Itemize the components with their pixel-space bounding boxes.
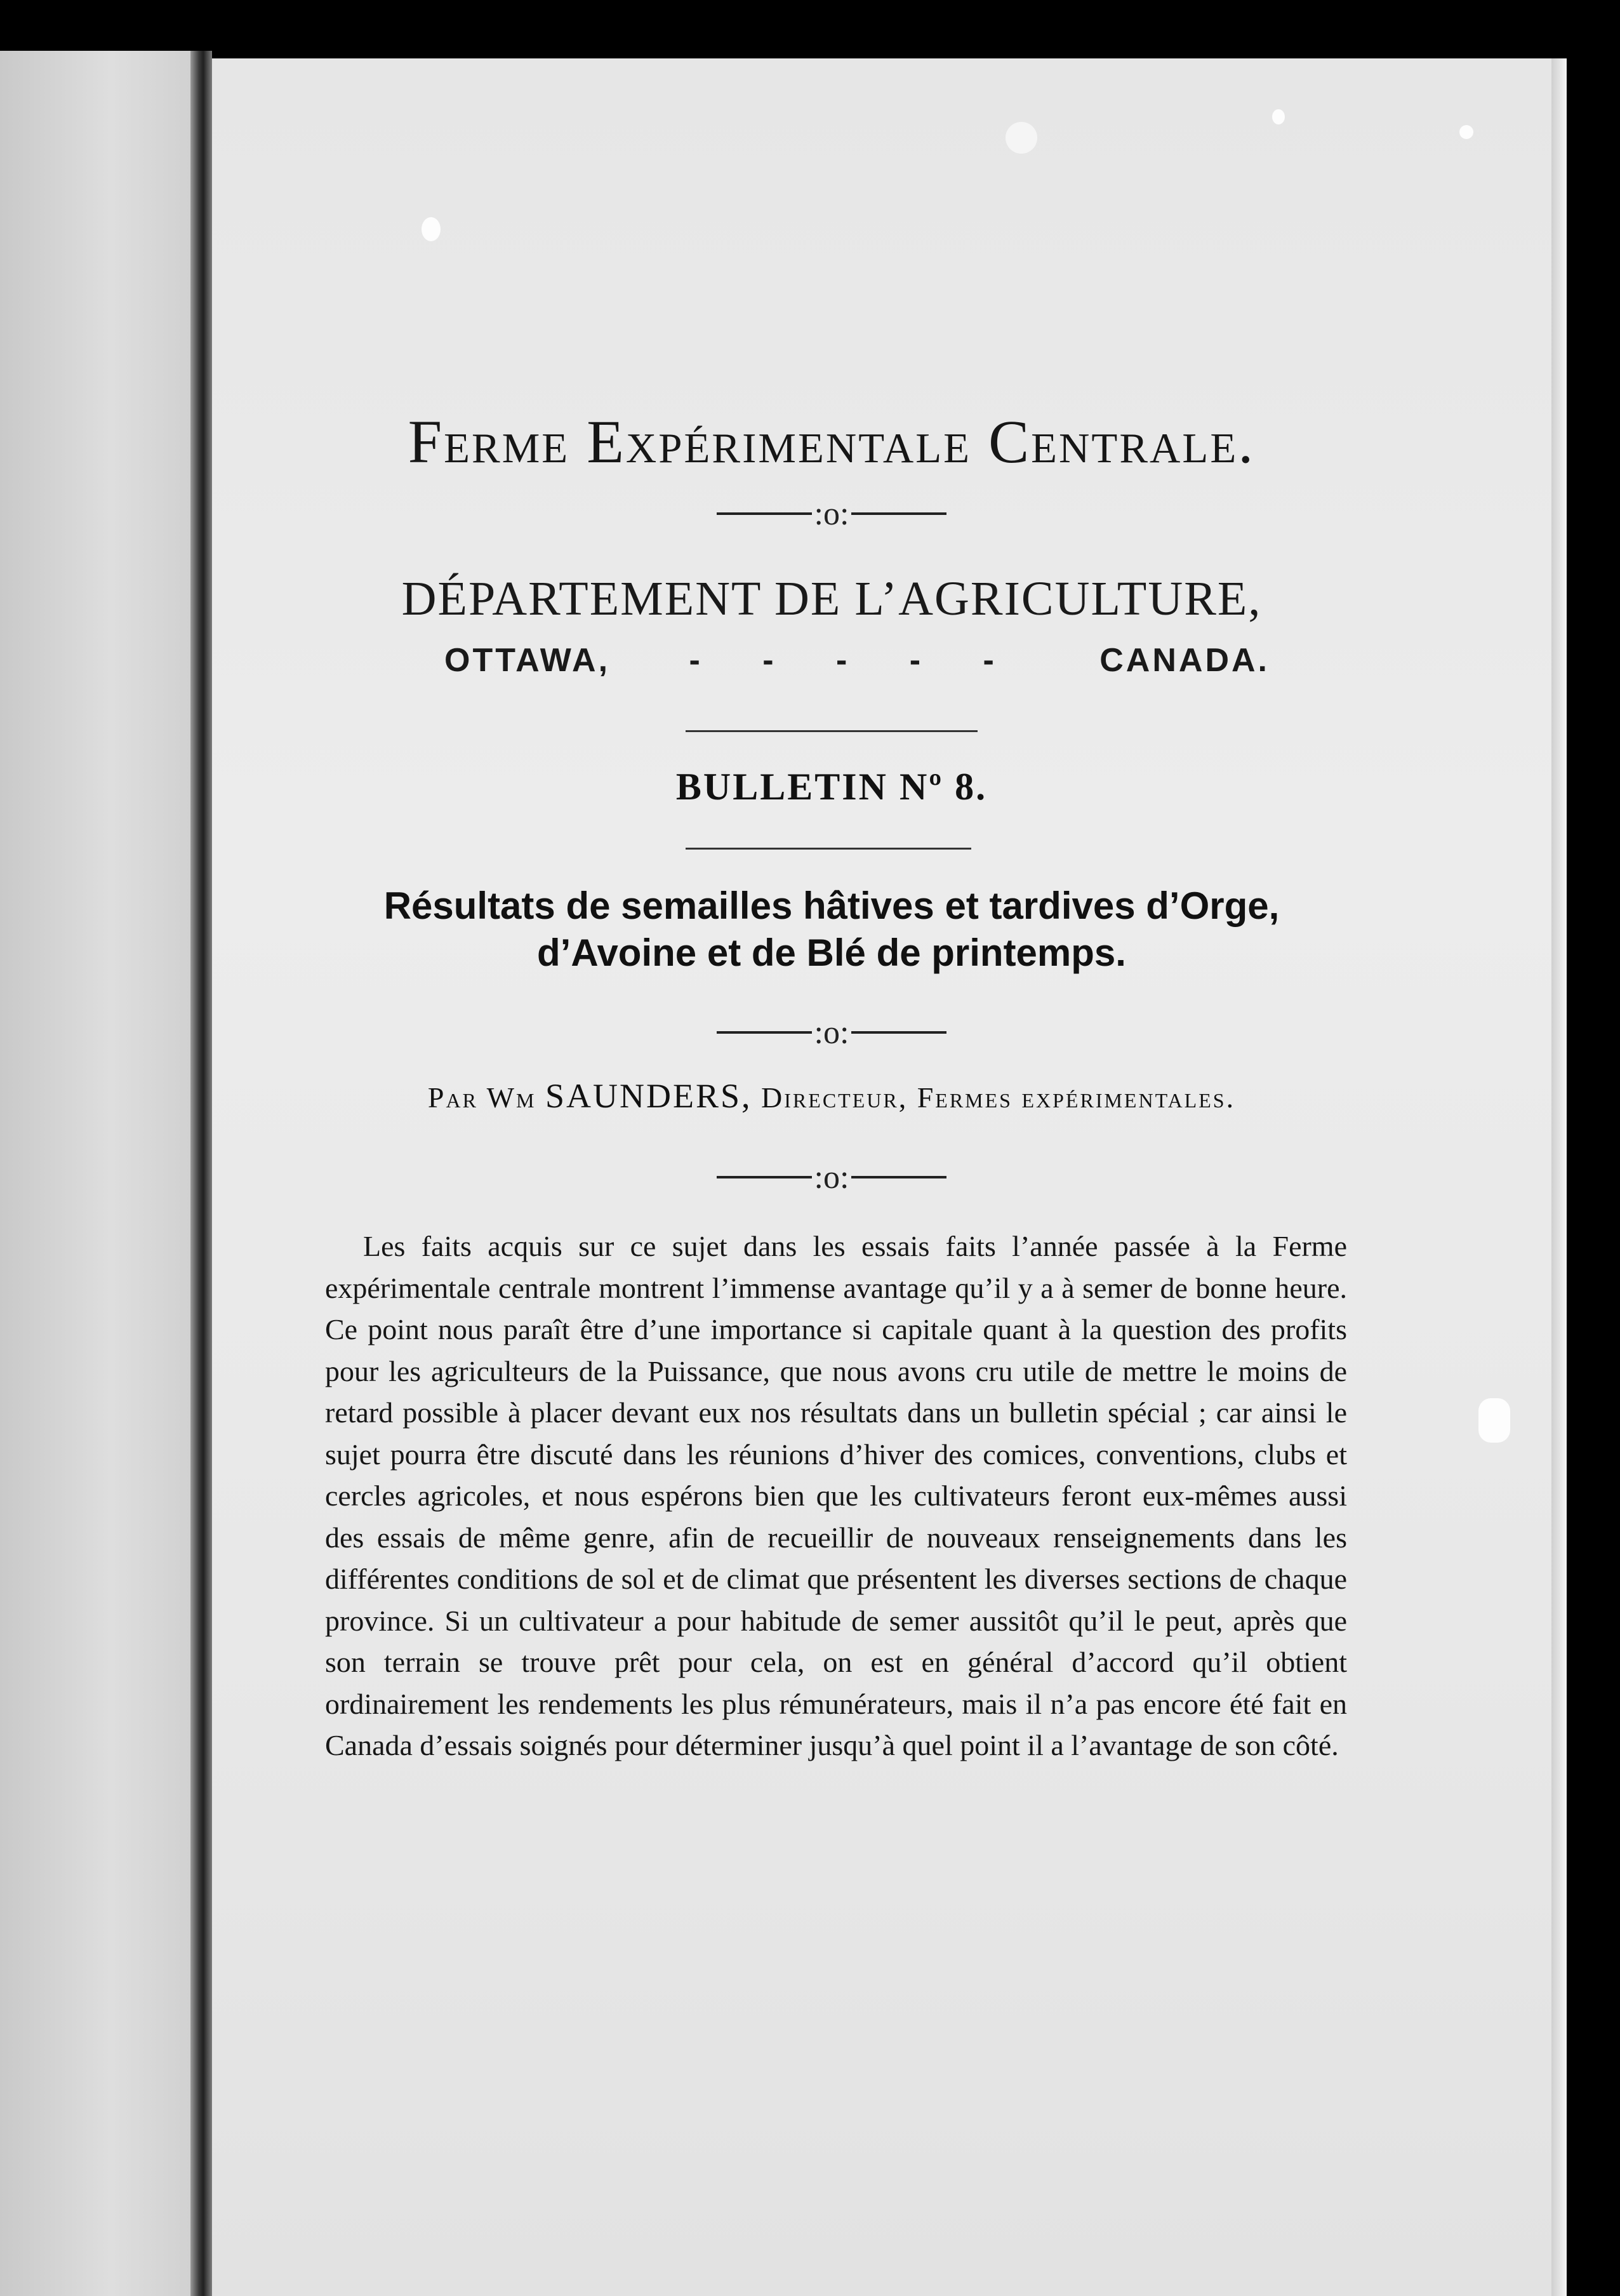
document-page	[212, 58, 1551, 2296]
bulletin-subject	[317, 883, 1346, 977]
separator-mark: :o:	[814, 495, 849, 532]
body-paragraph: Les faits acquis sur ce sujet dans les essais faits l’année passée à la Ferme expérimentale centrale montrent l’immense avantage qu’il y a à semer de bonne heure. Ce point nous paraît être d’une importance si capitale quant à la question des profits pour les agriculteurs de la Puissance, que nous avons cru utile de mettre le moins de retard possible à placer devant eux nos résultats dans un bulletin spécial ; car ainsi le sujet pourra être discuté dans les réunions d’hiver des comices, conventions, clubs et cercles agricoles, et nous espérons bien que les cultivateurs feront eux-mêmes aussi des essais de même genre, afin de recueillir de nouveaux renseignements dans les différentes conditions de sol et de climat que présentent les diverses sections de chaque province. Si un cultivateur a pour habitude de semer aussitôt qu’il le peut, après que son terrain se trouve prêt pour cela, on est en général d’accord qu’il obtient ordinairement les rendements les plus rémunérateurs, mais il n’a pas encore été fait en Canada d’essais soignés pour déterminer jusqu’à quel point il a l’avantage de son côté.	[325, 1230, 1347, 1761]
separator-mark: :o:	[814, 1159, 849, 1196]
dust-speck	[422, 217, 441, 241]
author-name: SAUNDERS,	[545, 1077, 752, 1115]
department-heading: DÉPARTEMENT DE L’AGRICULTURE,	[401, 572, 1262, 625]
page-edge	[1551, 58, 1567, 2296]
dust-speck	[1459, 125, 1473, 139]
separator-mark: :o:	[814, 1014, 849, 1051]
author-role: Directeur, Fermes expérimentales.	[761, 1081, 1236, 1114]
ornament-separator	[317, 1156, 1346, 1196]
book-gutter	[190, 51, 212, 2296]
ornament-separator	[317, 1011, 1346, 1051]
separator-line	[851, 1031, 946, 1034]
horizontal-rule	[686, 730, 978, 732]
separator-line	[717, 512, 812, 515]
location-line	[444, 641, 1270, 679]
dust-speck	[1272, 109, 1285, 124]
facing-page	[0, 51, 202, 2296]
dust-speck	[1478, 1398, 1510, 1443]
page-title: Ferme Expérimentale Centrale.	[408, 408, 1256, 476]
subject-line-1: Résultats de semailles hâtives et tardives d’Orge,	[383, 884, 1280, 927]
separator-line	[717, 1176, 812, 1178]
separator-line	[851, 1176, 946, 1178]
horizontal-rule	[686, 848, 971, 850]
body-text	[325, 1225, 1347, 1766]
subject-line-2: d’Avoine et de Blé de printemps.	[537, 931, 1126, 974]
city-name: OTTAWA,	[444, 642, 611, 679]
dust-speck	[1006, 122, 1037, 154]
author-line	[317, 1076, 1346, 1116]
author-prefix: Par Wm	[427, 1081, 536, 1114]
country-name: CANADA.	[1099, 642, 1270, 679]
dash-leader: - - - - -	[689, 642, 1021, 679]
ornament-separator	[317, 492, 1346, 533]
bulletin-number: BULLETIN Nº 8.	[675, 766, 988, 808]
separator-line	[717, 1031, 812, 1034]
separator-line	[851, 512, 946, 515]
